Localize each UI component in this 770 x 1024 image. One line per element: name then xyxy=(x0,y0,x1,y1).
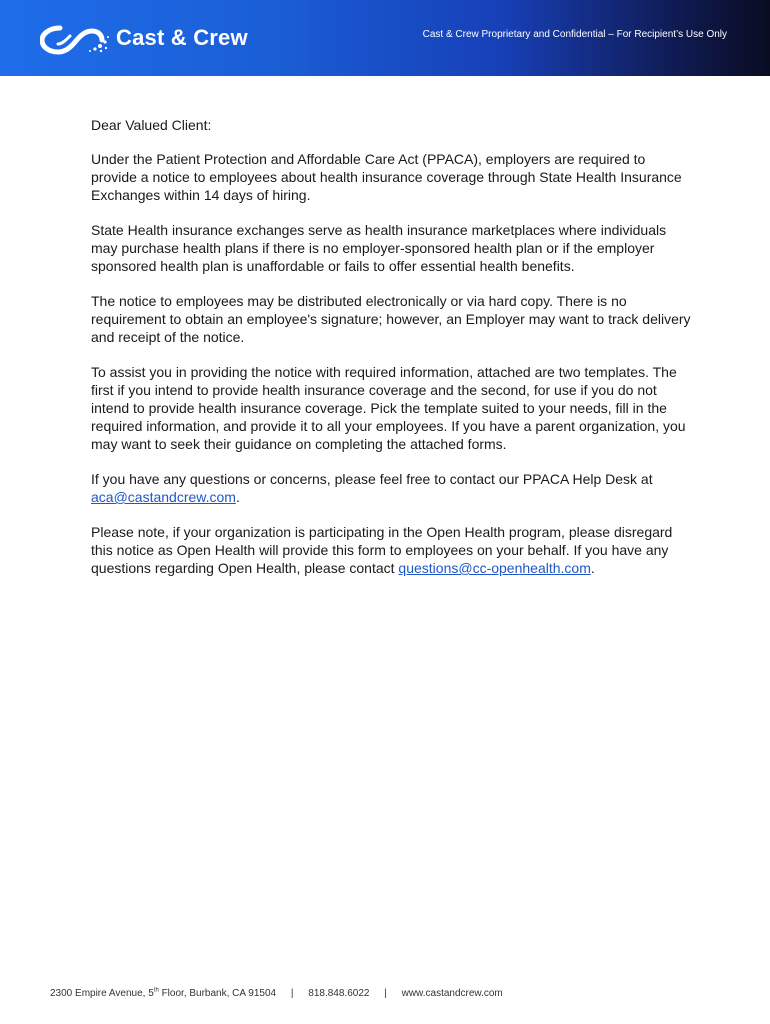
paragraph-templates: To assist you in providing the notice with required information, attached are two templates. The first if you intend to provide health insurance coverage and the second, for use if you do not intend to provide health insurance coverage. Pick the template suited to your needs, fill in the required information, and provide it to all your employees. If you have a parent organization, you may want to seek their guidance on completing the attached forms. xyxy=(91,364,686,452)
help-desk-email-link[interactable]: aca@castandcrew.com xyxy=(91,489,236,505)
brand-name: Cast & Crew xyxy=(116,25,248,50)
paragraph-exchanges: State Health insurance exchanges serve as health insurance marketplaces where individuals may purchase health plans if there is no employer-sponsored health plan or if the employer sponsored health plan is unaffordable or fails to offer essential health benefits. xyxy=(91,222,667,274)
header-banner xyxy=(0,0,770,76)
footer-separator: | xyxy=(290,988,294,999)
footer-address xyxy=(50,988,276,999)
letter-body xyxy=(91,116,691,594)
footer xyxy=(50,988,503,999)
open-health-text: Please note, if your organization is participating in the Open Health program, please disregard this notice as Open Health will provide this form to employees on your behalf. If you have any questions regarding Open Health, please contact xyxy=(91,524,673,576)
confidentiality-notice: Cast & Crew Proprietary and Confidential – For Recipient’s Use Only xyxy=(422,29,727,40)
footer-website[interactable]: www.castandcrew.com xyxy=(401,988,503,999)
greeting: Dear Valued Client: xyxy=(91,117,212,133)
paragraph-ppaca-requirement: Under the Patient Protection and Affordable Care Act (PPACA), employers are required to provide a notice to employees about health insurance coverage through State Health Insurance Exchanges within 14 days of hiring. xyxy=(91,151,682,203)
open-health-email-link[interactable]: questions@cc-openhealth.com xyxy=(398,560,591,576)
cast-and-crew-logo-icon xyxy=(40,20,110,58)
paragraph-open-health xyxy=(91,523,691,577)
footer-separator: | xyxy=(384,988,387,999)
address-start: 2300 Empire Avenue, 5 xyxy=(50,988,154,999)
open-health-period: . xyxy=(590,560,595,576)
paragraph-distribution: The notice to employees may be distributed electronically or via hard copy. There is no requirement to obtain an employee's signature; however, an Employer may want to track delivery and receipt of the notice. xyxy=(91,293,691,345)
help-desk-text: If you have any questions or concerns, please feel free to contact our PPACA Help Desk at xyxy=(91,471,653,487)
address-ordinal: th xyxy=(153,987,159,994)
help-desk-period: . xyxy=(235,489,240,505)
paragraph-help-desk xyxy=(91,470,691,506)
address-end: Floor, Burbank, CA 91504 xyxy=(158,988,277,999)
footer-phone: 818.848.6022 xyxy=(308,988,370,999)
